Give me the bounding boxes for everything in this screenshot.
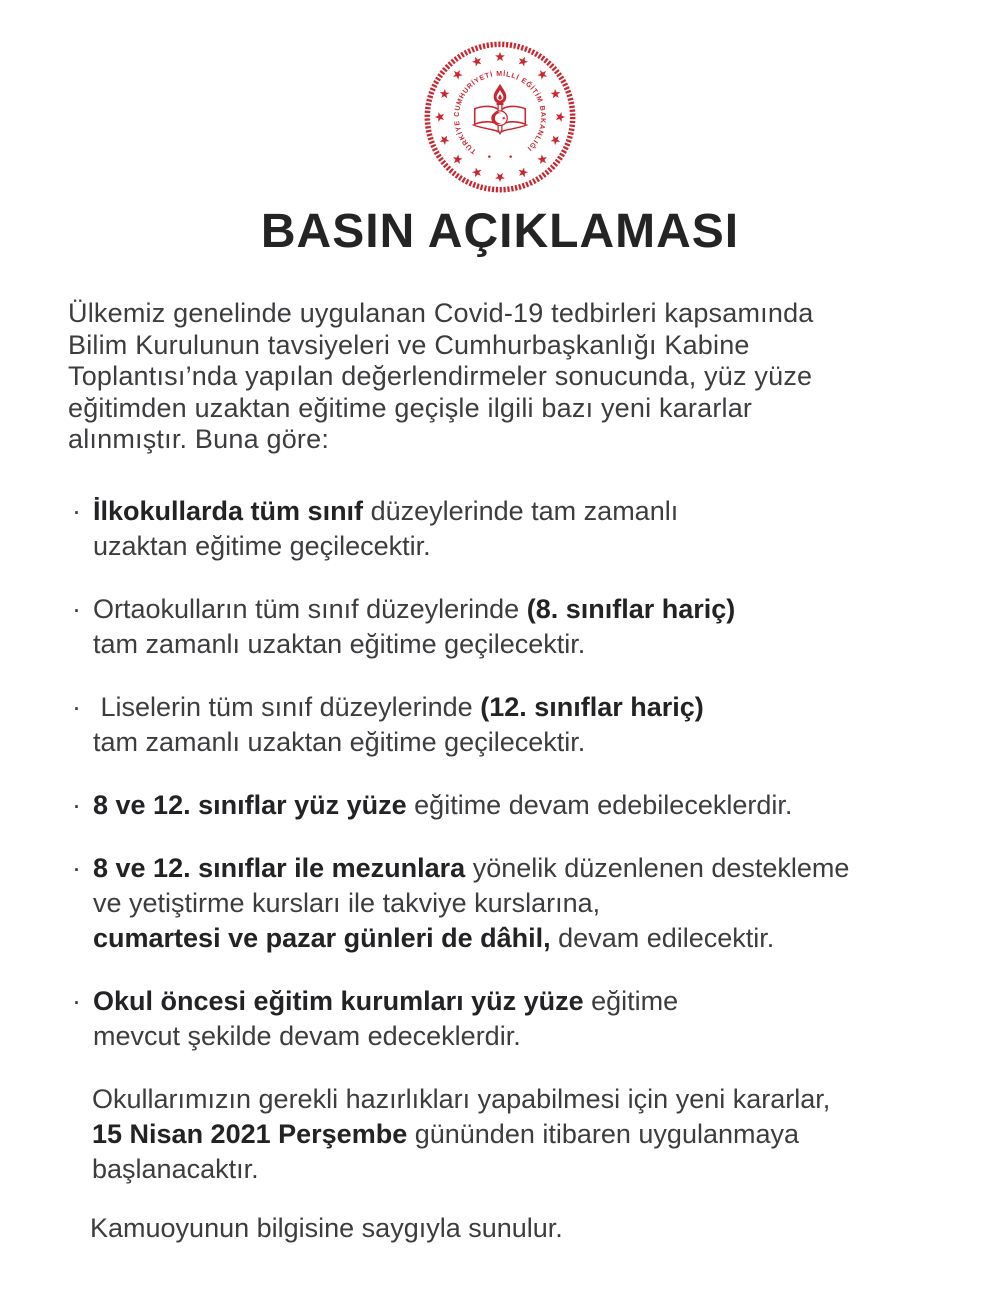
book-torch-emblem [473, 84, 527, 134]
decision-text: İlkokullarda tüm sınıf düzeylerinde tam zamanlı uzaktan eğitime geçilecektir. [93, 495, 679, 561]
seal-star-icon [536, 153, 549, 166]
bullet-marker: · [72, 495, 81, 526]
decision-text: Liselerin tüm sınıf düzeylerinde (12. sınıflar hariç) tam zamanlı uzaktan eğitime geçilecektir. [93, 691, 704, 757]
seal-star-icon [550, 88, 562, 101]
seal-star-icon [556, 112, 565, 122]
meb-ministry-seal-logo [421, 38, 579, 196]
seal-star-icon [495, 52, 505, 61]
seal-star-icon [438, 134, 450, 147]
intro-paragraph: Ülkemiz genelinde uygulanan Covid-19 tedbirleri kapsamında Bilim Kurulunun tavsiyeleri ve Cumhurbaşkanlığı Kabine Toplantısı’nda yapılan değerlendirmeler sonucunda, yüz yüze eğitimden uzaktan eğitime geçişle ilgili bazı yeni kararlar alınmıştır. Buna göre: [68, 298, 814, 454]
ministry-name-ring-text: TÜRKİYE CUMHURİYETİ MİLLİ EĞİTİM BAKANLIĞI [452, 69, 548, 156]
bullet-marker: · [72, 593, 81, 624]
bullet-marker: · [72, 985, 81, 1016]
seal-star-icon [435, 112, 444, 122]
seal-star-icon [495, 173, 505, 182]
decision-text: Okul öncesi eğitim kurumları yüz yüze eğitime mevcut şekilde devam edeceklerdir. [93, 985, 679, 1051]
seal-star-icon [471, 55, 484, 67]
seal-star-icon [517, 55, 530, 67]
seal-star-icon [450, 67, 463, 80]
page-title: BASIN AÇIKLAMASI [260, 205, 740, 258]
decision-text: 8 ve 12. sınıflar yüz yüze eğitime devam edebileceklerdir. [93, 789, 793, 820]
seal-star-icon [450, 153, 463, 166]
bullet-marker: · [72, 691, 81, 722]
seal-star-icon [536, 67, 549, 80]
decision-text: 8 ve 12. sınıflar ile mezunlara yönelik düzenlenen destekleme ve yetiştirme kursları ile takviye kurslarına, cumartesi ve pazar günleri de dâhil, devam edilecektir. [93, 852, 850, 953]
decision-item-primary-schools [72, 494, 970, 564]
bullet-marker: · [72, 852, 81, 883]
decision-item-middle-schools [72, 592, 970, 662]
seal-star-icon [517, 167, 530, 179]
seal-star-icon [471, 167, 484, 179]
decision-item-preschool [72, 984, 970, 1054]
seal-star-icon [438, 88, 450, 101]
separator-dot-right [509, 155, 512, 158]
decision-text: Ortaokulların tüm sınıf düzeylerinde (8. sınıflar hariç) tam zamanlı uzaktan eğitime geçilecektir. [93, 593, 736, 659]
bullet-marker: · [72, 789, 81, 820]
ministry-seal-svg [421, 38, 579, 196]
seal-star-icon [550, 134, 562, 147]
decision-item-grades-8-12 [72, 788, 970, 823]
decisions-list [72, 494, 970, 1054]
decision-item-high-schools [72, 690, 970, 760]
effective-date-paragraph: Okullarımızın gerekli hazırlıkları yapabilmesi için yeni kararlar, 15 Nisan 2021 Perşembe gününden itibaren uygulanmaya başlanacaktır. [92, 1083, 831, 1184]
separator-dot-left [488, 155, 491, 158]
closing-note: Kamuoyunun bilgisine saygıyla sunulur. [90, 1212, 563, 1243]
decision-item-support-courses [72, 851, 970, 956]
